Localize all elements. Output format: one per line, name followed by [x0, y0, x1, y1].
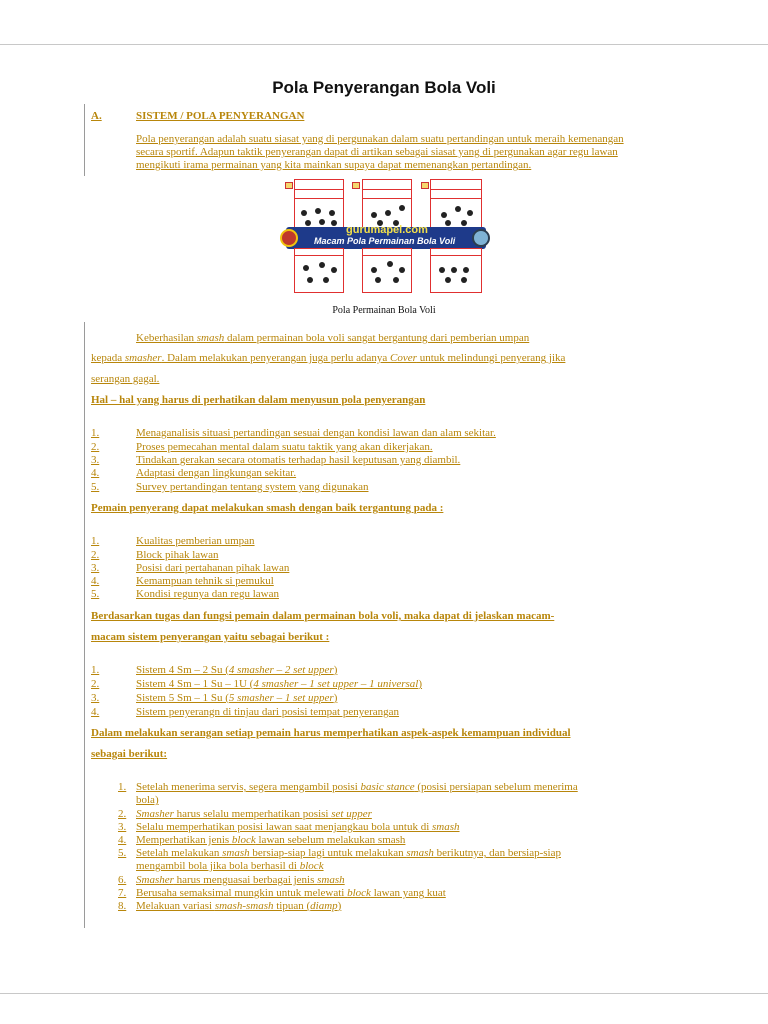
- list-item-continuation: bola): [136, 794, 159, 806]
- list-number: 5.: [91, 481, 100, 493]
- list-number: 5.: [118, 847, 127, 859]
- list-item: Proses pemecahan mental dalam suatu taktik yang akan dikerjakan.: [136, 441, 433, 453]
- figure-banner: [286, 224, 486, 249]
- list-number: 6.: [118, 874, 127, 886]
- flag-icon: [285, 182, 293, 189]
- intro-line: Pola penyerangan adalah suatu siasat yang di pergunakan dalam suatu pertandingan untuk meraih kemenangan: [136, 133, 624, 145]
- list-item: Menaganalisis situasi pertandingan sesuai dengan kondisi lawan dan alam sekitar.: [136, 427, 496, 439]
- list-number: 1.: [91, 535, 100, 547]
- list-item: Berusaha semaksimal mungkin untuk melewati block lawan yang kuat: [136, 887, 446, 899]
- flag-icon: [421, 182, 429, 189]
- list-number: 4.: [91, 706, 100, 718]
- list-item: Memperhatikan jenis block lawan sebelum melakukan smash: [136, 834, 406, 846]
- list-number: 3.: [91, 562, 100, 574]
- list-item: Tindakan gerakan secara otomatis terhadap hasil keputusan yang diambil.: [136, 454, 461, 466]
- list-number: 8.: [118, 900, 127, 912]
- paragraph-line: kepada smasher. Dalam melakukan penyerangan juga perlu adanya Cover untuk melindungi penyerang jika: [91, 352, 566, 364]
- figure-caption: Pola Permainan Bola Voli: [332, 305, 436, 316]
- list-item: Adaptasi dengan lingkungan sekitar.: [136, 467, 297, 479]
- list-number: 2.: [91, 549, 100, 561]
- court-diagram: [294, 179, 344, 230]
- court-diagram: [430, 248, 482, 293]
- page-bottom-border: [0, 993, 768, 994]
- section-letter: A.: [91, 110, 102, 122]
- banner-site: gurumapel.com: [346, 224, 428, 236]
- list-item: Sistem 5 Sm – 1 Su (5 smasher – 1 set upper): [136, 692, 338, 704]
- intro-line: mengikuti irama permainan yang kita mainkan supaya dapat memenangkan pertandingan.: [136, 159, 532, 171]
- list-number: 4.: [91, 575, 100, 587]
- list-number: 3.: [91, 692, 100, 704]
- list-number: 2.: [91, 678, 100, 690]
- banner-caption: Macam Pola Permainan Bola Voli: [314, 236, 456, 246]
- list-number: 7.: [118, 887, 127, 899]
- section-heading: sebagai berikut:: [91, 748, 168, 760]
- list-item: Kondisi regunya dan regu lawan: [136, 588, 279, 600]
- list-number: 1.: [91, 427, 100, 439]
- list-item: Kualitas pemberian umpan: [136, 535, 255, 547]
- court-diagram: [362, 179, 412, 230]
- list-item: Sistem 4 Sm – 2 Su (4 smasher – 2 set upper): [136, 664, 338, 676]
- section-heading: Dalam melakukan serangan setiap pemain harus memperhatikan aspek-aspek kemampuan individual: [91, 727, 571, 739]
- list-item: Survey pertandingan tentang system yang digunakan: [136, 481, 369, 493]
- intro-line: secara sportif. Adapun taktik penyerangan dapat di artikan sebagai siasat yang di pergunakan agar regu lawan: [136, 146, 618, 158]
- court-diagram: [362, 248, 412, 293]
- flag-icon: [352, 182, 360, 189]
- list-number: 3.: [91, 454, 100, 466]
- volleyball-logo-icon: [472, 229, 490, 247]
- list-item-continuation: mengambil bola jika bola berhasil di block: [136, 860, 324, 872]
- list-item: Melakuan variasi smash-smash tipuan (diamp): [136, 900, 342, 912]
- list-item: Posisi dari pertahanan pihak lawan: [136, 562, 290, 574]
- list-item: Smasher harus selalu memperhatikan posisi set upper: [136, 808, 372, 820]
- list-number: 2.: [118, 808, 127, 820]
- list-item: Sistem penyerangn di tinjau dari posisi tempat penyerangan: [136, 706, 400, 718]
- school-logo-icon: [280, 229, 298, 247]
- section-heading: Hal – hal yang harus di perhatikan dalam menyusun pola penyerangan: [91, 394, 426, 406]
- list-item: Sistem 4 Sm – 1 Su – 1U (4 smasher – 1 set upper – 1 universal): [136, 678, 423, 690]
- page-title: Pola Penyerangan Bola Voli: [272, 78, 496, 97]
- list-number: 1.: [91, 664, 100, 676]
- list-item: Setelah melakukan smash bersiap-siap lagi untuk melakukan smash berikutnya, dan bersiap-siap: [136, 847, 561, 859]
- list-number: 5.: [91, 588, 100, 600]
- list-number: 4.: [91, 467, 100, 479]
- court-diagram: [294, 248, 344, 293]
- list-item: Block pihak lawan: [136, 549, 219, 561]
- court-diagram: [430, 179, 482, 230]
- list-number: 4.: [118, 834, 127, 846]
- list-item: Kemampuan tehnik si pemukul: [136, 575, 274, 587]
- section-heading: Berdasarkan tugas dan fungsi pemain dalam permainan bola voli, maka dapat di jelaskan macam-: [91, 610, 555, 622]
- paragraph-line: serangan gagal.: [91, 373, 160, 385]
- list-number: 1.: [118, 781, 127, 793]
- margin-rule: [84, 322, 85, 928]
- page-top-border: [0, 44, 768, 45]
- list-item: Setelah menerima servis, segera mengambil posisi basic stance (posisi persiapan sebelum menerima: [136, 781, 578, 793]
- section-heading: macam sistem penyerangan yaitu sebagai berikut :: [91, 631, 330, 643]
- margin-rule: [84, 104, 85, 176]
- paragraph-line: Keberhasilan smash dalam permainan bola voli sangat bergantung dari pemberian umpan: [136, 332, 530, 344]
- list-item: Selalu memperhatikan posisi lawan saat menjangkau bola untuk di smash: [136, 821, 460, 833]
- section-heading: SISTEM / POLA PENYERANGAN: [136, 110, 305, 122]
- list-item: Smasher harus menguasai berbagai jenis smash: [136, 874, 345, 886]
- list-number: 3.: [118, 821, 127, 833]
- list-number: 2.: [91, 441, 100, 453]
- section-heading: Pemain penyerang dapat melakukan smash dengan baik tergantung pada :: [91, 502, 444, 514]
